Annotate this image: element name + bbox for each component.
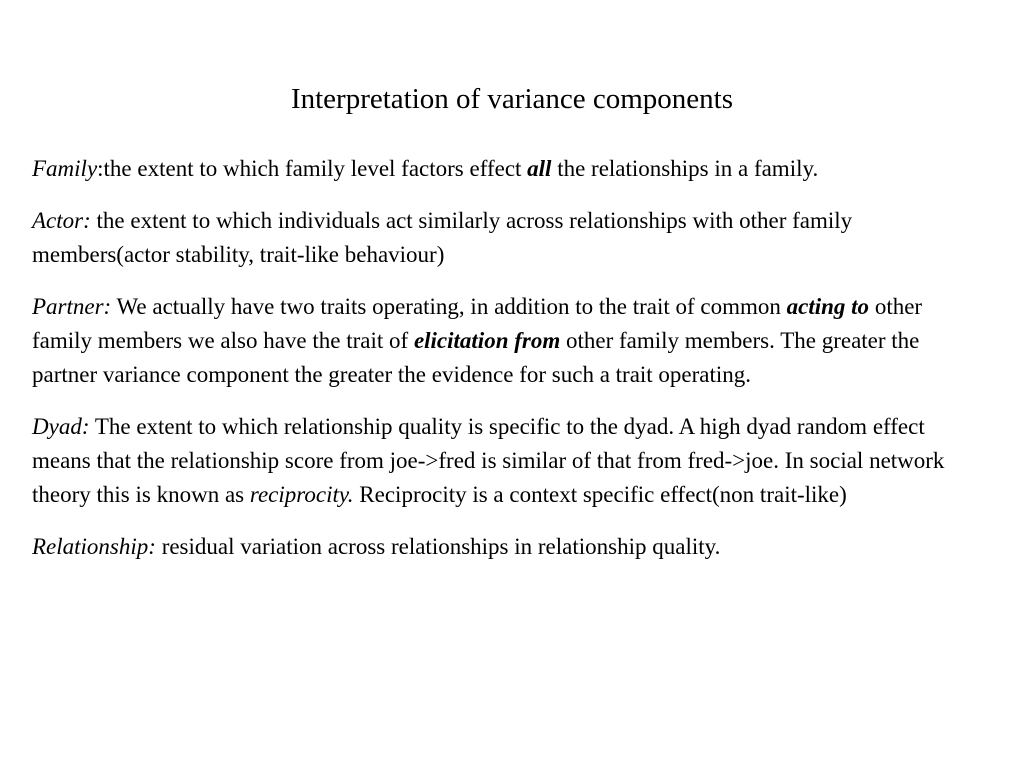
relationship-term: Relationship: bbox=[32, 533, 156, 559]
slide-title: Interpretation of variance components bbox=[290, 83, 734, 115]
relationship-text-1: residual variation across relationships in relationship quality. bbox=[155, 533, 721, 559]
dyad-text-2: Reciprocity is a context specific effect(non trait-like) bbox=[353, 482, 847, 508]
relationship-paragraph bbox=[32, 530, 972, 564]
partner-emphasis-elicitation-from: elicitation from bbox=[413, 327, 561, 353]
actor-term: Actor: bbox=[32, 207, 91, 233]
partner-text-2: other family members we also have the trait of bbox=[32, 293, 923, 353]
actor-text-1: the extent to which individuals act similarly across relationships with other family members(actor stability, trait-like behaviour) bbox=[32, 207, 853, 267]
family-emphasis-all: all bbox=[527, 156, 552, 181]
family-term: Family bbox=[32, 156, 98, 181]
partner-text-1: We actually have two traits operating, in addition to the trait of common bbox=[111, 293, 787, 319]
dyad-text-1: The extent to which relationship quality is specific to the dyad. A high dyad random effect means that the relationship score from joe->fred is similar of that from fred->joe. In social network theory this is known as bbox=[32, 413, 945, 508]
partner-emphasis-acting-to: acting to bbox=[786, 293, 870, 319]
partner-paragraph bbox=[32, 290, 972, 393]
slide-body bbox=[32, 152, 972, 564]
dyad-emphasis-reciprocity: reciprocity. bbox=[249, 482, 354, 508]
family-text-2: the relationships in a family. bbox=[551, 156, 819, 181]
dyad-term: Dyad: bbox=[32, 413, 90, 439]
partner-text-3: other family members. The greater the partner variance component the greater the evidence for such a trait operating. bbox=[32, 327, 920, 388]
dyad-paragraph bbox=[32, 410, 972, 513]
family-text-1: :the extent to which family level factors effect bbox=[97, 156, 528, 181]
partner-term: Partner: bbox=[32, 293, 112, 319]
actor-paragraph bbox=[32, 204, 972, 272]
family-paragraph bbox=[32, 152, 972, 186]
